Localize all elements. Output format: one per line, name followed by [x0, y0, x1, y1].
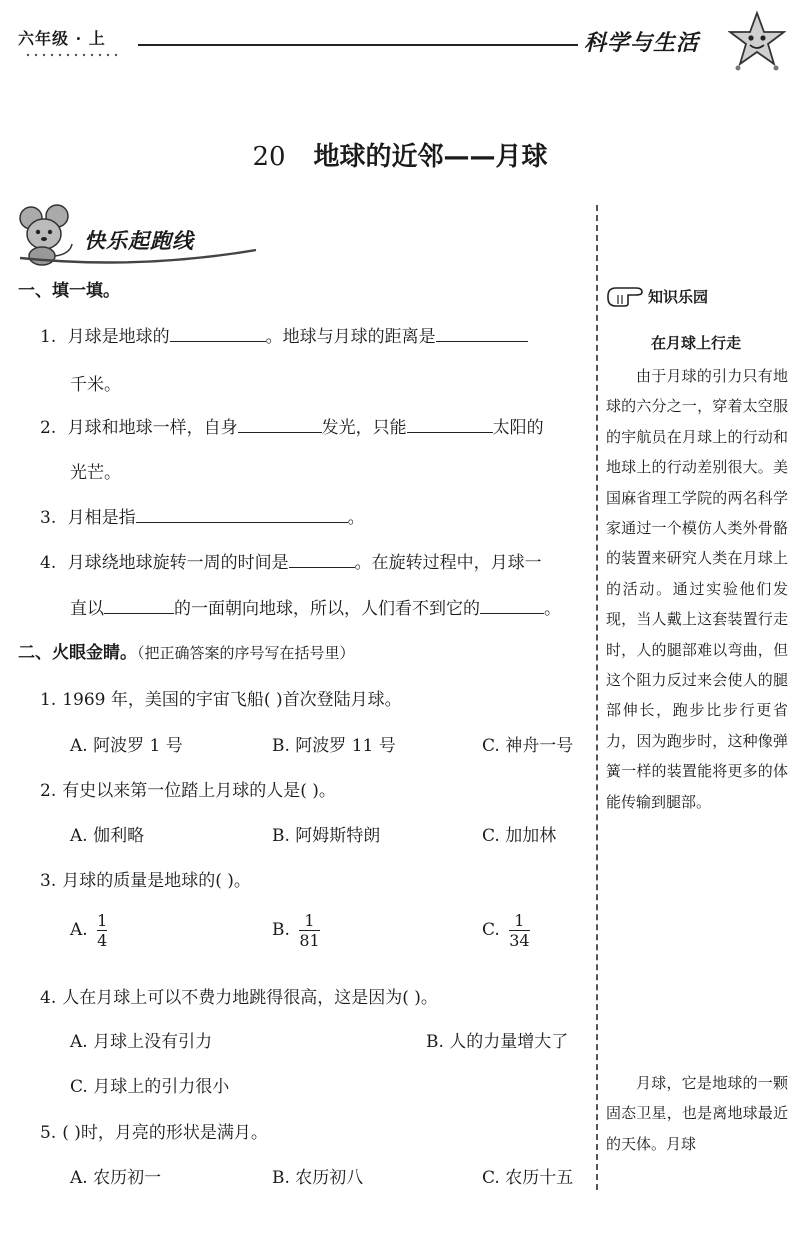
option-a[interactable]: A. 阿波罗 1 号	[70, 736, 183, 756]
option-b[interactable]: B. 阿波罗 11 号	[272, 736, 396, 756]
option-b[interactable]: B. 人的力量增大了	[426, 1032, 569, 1052]
option-a[interactable]: A. 伽利略	[70, 826, 145, 846]
brand-title: 科学与生活	[584, 31, 700, 56]
header-dots	[24, 52, 144, 58]
option-b[interactable]: B. 农历初八	[272, 1168, 364, 1188]
s1-q1-line2: 千米。	[70, 375, 121, 395]
option-c[interactable]: C. 神舟一号	[482, 736, 574, 756]
lesson-title-text: 地球的近邻——月球	[313, 142, 548, 172]
option-a[interactable]: A. 农历初一	[70, 1168, 162, 1188]
section2-heading: 二、火眼金睛。（把正确答案的序号写在括号里）	[18, 643, 355, 663]
s2-q5: 5. ( )时，月亮的形状是满月。	[40, 1123, 268, 1143]
answer-blank[interactable]	[436, 323, 528, 342]
s1-q2-line1: 2. 月球和地球一样，自身 发光，只能 太阳的	[40, 413, 544, 438]
fraction: $\frac{1}{81}$	[299, 911, 320, 950]
answer-blank[interactable]	[104, 595, 174, 614]
star-mascot-icon	[728, 10, 786, 72]
option-c[interactable]: C. 月球上的引力很小	[70, 1077, 230, 1097]
fraction: $\frac{1}{4}$	[97, 911, 108, 950]
option-b[interactable]: B. $\frac{1}{81}$	[272, 911, 320, 950]
article-paragraph-2: 月球，它是地球的一颗固态卫星，也是离地球最近的天体。月球	[606, 1074, 788, 1153]
s2-q4: 4. 人在月球上可以不费力地跳得很高，这是因为( )。	[40, 988, 438, 1008]
answer-blank[interactable]	[407, 414, 493, 433]
article-paragraph-1: 由于月球的引力只有地球的六分之一，穿着太空服的宇航员在月球上的行动和地球上的行动差别很大。美国麻省理工学院的两名科学家通过一个模仿人类外骨骼的装置来研究人类在月球上的活动。通过实验他们发现，当人戴上这套装置行走时，人的腿部难以弯曲，但这个阻力反过来会使人的腿部伸长，跑步比步行更省力，因为跑步时，这种像弹簧一样的装置能将更多的体能传输到腿部。	[606, 367, 788, 811]
s1-q4-line2: 直以 的一面朝向地球，所以，人们看不到它的 。	[70, 594, 561, 619]
grade-label: 六年级 · 上	[18, 29, 106, 48]
fraction: $\frac{1}{34}$	[509, 911, 530, 950]
banner-swoosh	[18, 244, 258, 266]
option-c[interactable]: C. 加加林	[482, 826, 557, 846]
answer-blank[interactable]	[480, 595, 544, 614]
option-a[interactable]: A. $\frac{1}{4}$	[70, 911, 108, 950]
s2-q3: 3. 月球的质量是地球的( )。	[40, 871, 251, 891]
knowledge-heading: 知识乐园	[648, 288, 709, 306]
pointing-hand-icon	[606, 284, 646, 308]
option-c[interactable]: C. $\frac{1}{34}$	[482, 911, 530, 950]
lesson-title	[0, 136, 800, 173]
answer-blank[interactable]	[170, 323, 266, 342]
option-a[interactable]: A. 月球上没有引力	[70, 1032, 213, 1052]
s1-q3: 3. 月相是指 。	[40, 503, 365, 528]
header-rule	[138, 44, 578, 46]
section-banner: 快乐起跑线	[84, 229, 194, 253]
option-c[interactable]: C. 农历十五	[482, 1168, 574, 1188]
s1-q2-line2: 光芒。	[70, 463, 121, 483]
lesson-number: 20	[252, 142, 286, 172]
s2-q2: 2. 有史以来第一位踏上月球的人是( )。	[40, 781, 336, 801]
answer-blank[interactable]	[238, 414, 322, 433]
option-b[interactable]: B. 阿姆斯特朗	[272, 826, 381, 846]
answer-blank[interactable]	[289, 549, 355, 568]
section1-heading: 一、填一填。	[18, 281, 120, 301]
section2-note: （把正确答案的序号写在括号里）	[137, 644, 355, 662]
s1-q1-line1: 1. 月球是地球的 。地球与月球的距离是	[40, 322, 528, 347]
s2-q1: 1. 1969 年，美国的宇宙飞船( )首次登陆月球。	[40, 690, 402, 710]
article-title: 在月球上行走	[650, 334, 741, 352]
s1-q4-line1: 4. 月球绕地球旋转一周的时间是 。在旋转过程中，月球一	[40, 548, 542, 573]
column-divider	[596, 205, 598, 1190]
answer-blank[interactable]	[136, 504, 348, 523]
